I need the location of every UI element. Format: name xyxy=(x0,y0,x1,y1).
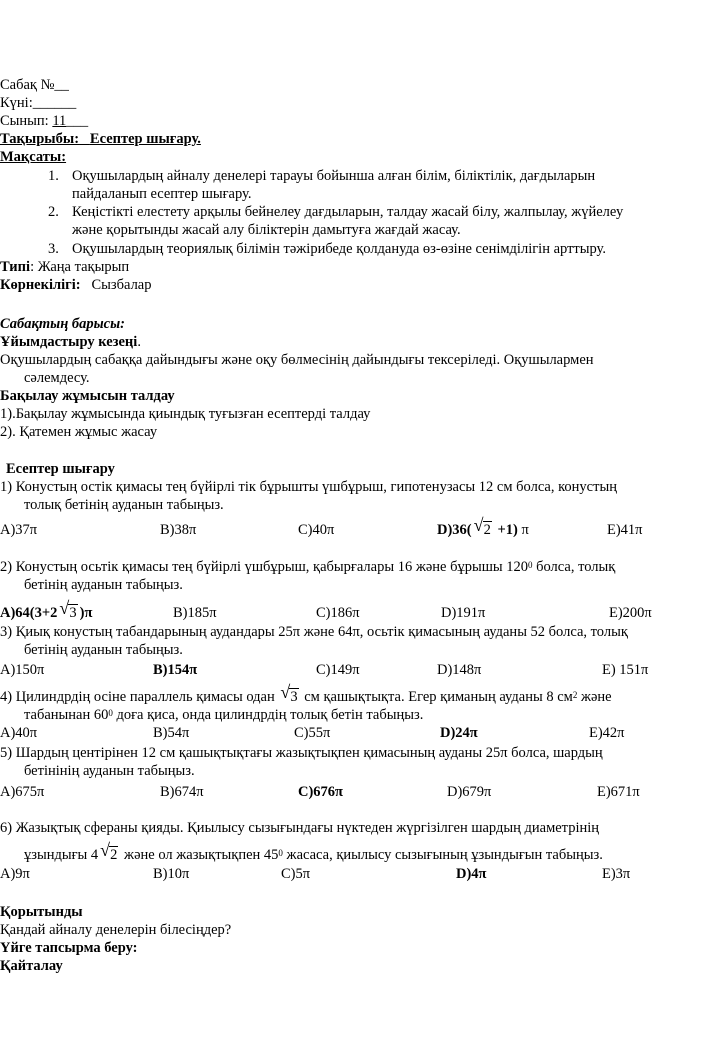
p6-sqrt-symbol: √ 2 xyxy=(100,840,118,863)
p4-text-c: және xyxy=(577,689,612,705)
p1-option-a: А)37π xyxy=(0,522,38,538)
p4-text-a: 4) Цилиндрдің осіне параллель қимасы одан xyxy=(0,689,279,705)
goal-3-line1: Оқушылардың теориялық білімін тәжірибеде қолдануда өз-өзіне сенімділігін арттыру. xyxy=(72,241,606,257)
topic-value: Есептер шығару. xyxy=(89,131,201,147)
p6-sqrt-value: 2 xyxy=(110,847,118,863)
lesson-type xyxy=(0,258,129,276)
goal-2-line2: және қорытынды жасай алу біліктерін дамытуға жағдай жасау. xyxy=(72,222,461,238)
p2-a-post: )π xyxy=(79,605,93,621)
p1-d-pre: D)36( xyxy=(437,522,472,538)
visual-value: Сызбалар xyxy=(91,277,152,293)
p2-option-b: В)185π xyxy=(173,605,217,621)
problem-1-line2: толық бетінің ауданын табыңыз. xyxy=(24,497,224,513)
p1-option-b: В)38π xyxy=(160,522,197,538)
lesson-visuals xyxy=(0,276,152,294)
p4-option-d: D)24π xyxy=(440,725,478,741)
goal-2-line1: Кеңістікті елестету арқылы бейнелеу дағдыларын, талдау жасай білу, жалпылау, жүйелеу xyxy=(72,204,624,220)
p3-option-b: В)154π xyxy=(153,662,198,678)
topic-line xyxy=(0,130,201,148)
p3-option-e: Е) 151π xyxy=(602,662,649,678)
problem-2-line2: бетінің ауданын табыңыз. xyxy=(24,577,183,593)
lesson-date: Күні:______ xyxy=(0,95,77,111)
p4-option-c: С)55π xyxy=(294,725,331,741)
problem-2-line1 xyxy=(0,558,615,576)
p4-option-a: А)40π xyxy=(0,725,38,741)
p1-sqrt-value: 2 xyxy=(483,522,491,538)
p5-option-c: С)676π xyxy=(298,784,343,800)
conclusion-question: Қандай айналу денелерін білесіңдер? xyxy=(0,922,232,938)
p3-option-a: А)150π xyxy=(0,662,45,678)
p6-option-b: В)10π xyxy=(153,866,190,882)
goal-1-number: 1. xyxy=(48,168,59,184)
lesson-class xyxy=(0,112,88,130)
class-value: 11 xyxy=(52,113,67,129)
p5-option-d: D)679π xyxy=(447,784,492,800)
class-label: Сынып: xyxy=(0,113,53,129)
p2-option-e: Е)200π xyxy=(609,605,652,621)
conclusion-title: Қорытынды xyxy=(0,904,83,920)
p2-a-pre: А)64(3+2 xyxy=(0,605,58,621)
type-label: Типі xyxy=(0,259,31,275)
org-title-line: Ұйымдастыру кезеңі. xyxy=(0,334,141,350)
p4-option-e: Е)42π xyxy=(589,725,625,741)
p4-text-b: см қашықтықта. Егер қиманың ауданы 8 см xyxy=(300,689,573,705)
p2-text-b: болса, толық xyxy=(532,559,616,575)
p2-sqrt-value: 3 xyxy=(69,605,77,621)
control-item-1: 1).Бақылау жұмысында қиындық туғызған есептерді талдау xyxy=(0,406,371,422)
lesson-number: Сабақ №__ xyxy=(0,77,69,93)
p4-sqrt-symbol: √ 3 xyxy=(280,682,298,705)
p1-sqrt-symbol: √ 2 xyxy=(473,515,491,538)
p4-text-e: доға қиса, онда цилиндрдің толық бетін табыңыз. xyxy=(112,707,424,723)
p4-squared: 2 xyxy=(572,690,578,700)
visual-label: Көрнекілігі: xyxy=(0,277,81,293)
p4-text-d: табанынан 60 xyxy=(24,707,109,723)
p5-option-a: А)675π xyxy=(0,784,45,800)
p2-option-a xyxy=(0,598,93,622)
homework-title: Үйге тапсырма беру: xyxy=(0,940,138,956)
course-title: Сабақтың барысы: xyxy=(0,316,125,332)
problem-1-line1: 1) Конустың остік қимасы тең бүйірлі тік бұрышты үшбұрыш, гипотенузасы 12 см болса, конустың xyxy=(0,479,617,495)
problem-3-line2: бетінің ауданын табыңыз. xyxy=(24,642,183,658)
p2-sqrt-symbol: √ 3 xyxy=(59,598,77,621)
org-title: Ұйымдастыру кезеңі xyxy=(0,334,138,350)
tasks-title: Есептер шығару xyxy=(6,461,115,477)
goal-1-line1: Оқушылардың айналу денелері тарауы бойынша алған білім, біліктілік, дағдыларын xyxy=(72,168,596,184)
p2-option-d: D)191π xyxy=(441,605,486,621)
p1-option-e: Е)41π xyxy=(607,522,643,538)
p4-degree: 0 xyxy=(108,708,113,718)
p2-text-a: 2) Конустың осьтік қимасы тең бүйірлі үшбұрыш, қабырғалары 16 және бұрышы 120 xyxy=(0,559,528,575)
problem-3-line1: 3) Қиық конустың табандарының аудандары 25π және 64π, осьтік қимасының ауданы 52 болса, толық xyxy=(0,624,628,640)
control-title: Бақылау жұмысын талдау xyxy=(0,388,175,404)
p6-degree: 0 xyxy=(278,848,283,858)
p1-d-post: +1) xyxy=(493,522,518,538)
org-text-line2: сәлемдесу. xyxy=(24,370,90,386)
p6-option-a: А)9π xyxy=(0,866,30,882)
p5-option-b: В)674π xyxy=(160,784,204,800)
problem-6-line2 xyxy=(24,840,603,864)
p3-option-d: D)148π xyxy=(437,662,482,678)
problem-5-line2: бетінінің ауданын табыңыз. xyxy=(24,763,195,779)
p6-option-e: Е)3π xyxy=(602,866,631,882)
p4-option-b: В)54π xyxy=(153,725,190,741)
p6-text-c: жасаса, қиылысу сызығының ұзындығын табыңыз. xyxy=(282,847,603,863)
p5-option-e: Е)671π xyxy=(597,784,640,800)
p4-sqrt-value: 3 xyxy=(290,689,298,705)
control-item-2: 2). Қатемен жұмыс жасау xyxy=(0,424,158,440)
p1-d-pi: π xyxy=(517,522,529,538)
p6-text-b: және ол жазықтықпен 45 xyxy=(120,847,279,863)
p2-degree: 0 xyxy=(528,560,533,570)
p6-option-d: D)4π xyxy=(456,866,487,882)
repeat-title: Қайталау xyxy=(0,958,63,974)
problem-5-line1: 5) Шардың центірінен 12 см қашықтықтағы жазықтықпен қимасының ауданы 25π болса, шардың xyxy=(0,745,603,761)
org-text-line1: Оқушылардың сабаққа дайындығы және оқу бөлмесінің дайындығы тексеріледі. Оқушылармен xyxy=(0,352,594,368)
problem-4-line1 xyxy=(0,682,612,706)
goals-title: Мақсаты: xyxy=(0,149,67,165)
goal-3-number: 3. xyxy=(48,241,59,257)
topic-label: Тақырыбы: xyxy=(0,131,80,147)
problem-4-line2 xyxy=(24,706,423,724)
class-tail: ___ xyxy=(66,113,89,129)
p6-text-a: ұзындығы 4 xyxy=(24,847,99,863)
p1-option-c: С)40π xyxy=(298,522,335,538)
p1-option-d xyxy=(437,515,529,539)
problem-6-line1: 6) Жазықтық сфераны қияды. Қиылысу сызығындағы нүктеден жүргізілген шардың диаметрінің xyxy=(0,820,600,836)
type-value: : Жаңа тақырып xyxy=(30,259,130,275)
p6-option-c: С)5π xyxy=(281,866,311,882)
p3-option-c: С)149π xyxy=(316,662,360,678)
goal-1-line2: пайдаланып есептер шығару. xyxy=(72,186,252,202)
goal-2-number: 2. xyxy=(48,204,59,220)
p2-option-c: С)186π xyxy=(316,605,360,621)
